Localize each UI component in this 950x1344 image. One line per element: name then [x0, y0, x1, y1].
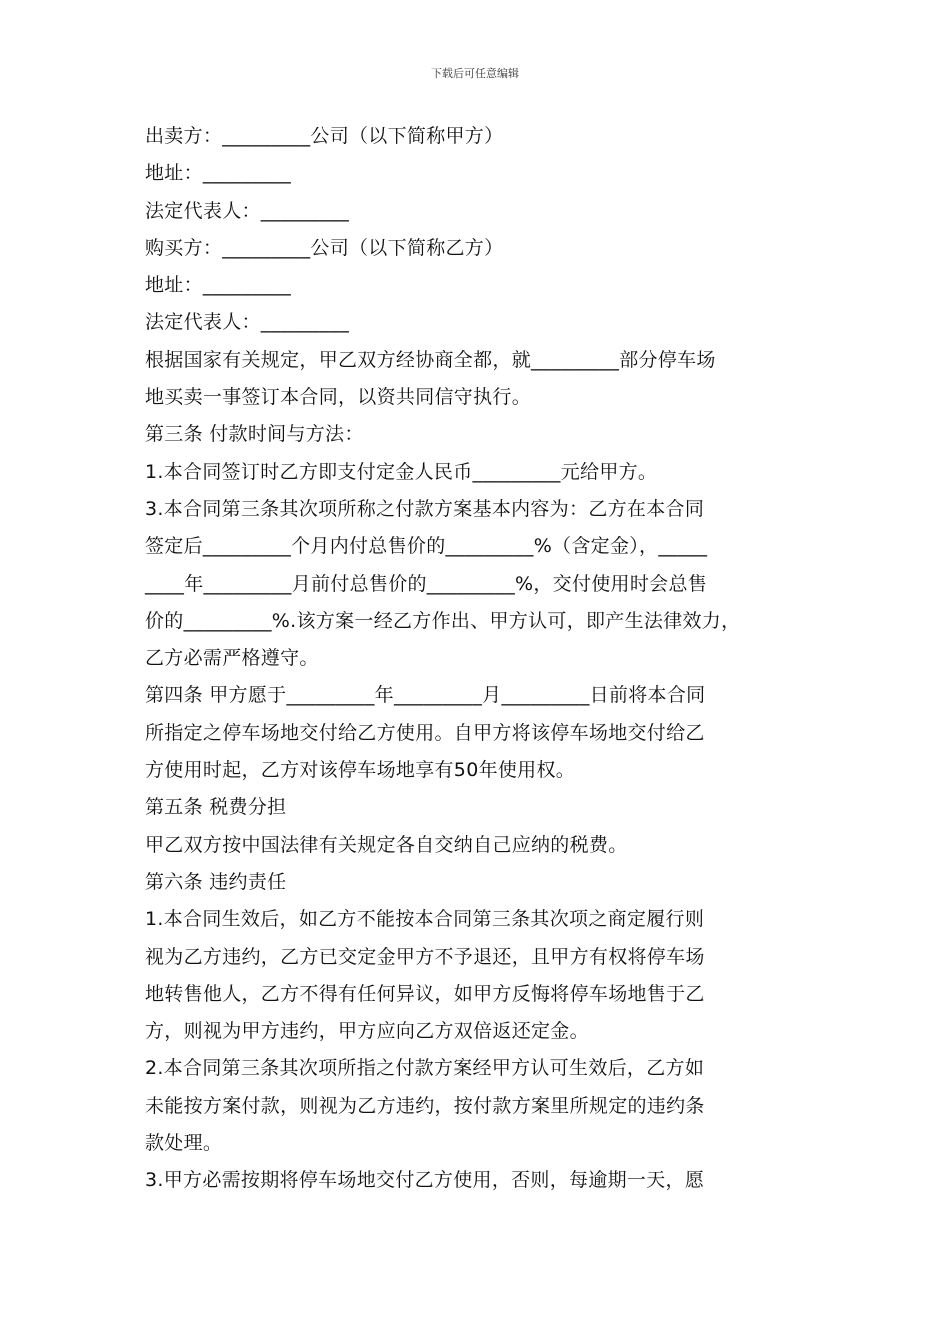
contract-line: ____年_________月前付总售价的_________%，交付使用时会总售 [145, 572, 708, 595]
contract-line: 视为乙方违约，乙方已交定金甲方不予退还，且甲方有权将停车场 [145, 945, 705, 968]
contract-line: 法定代表人：_________ [145, 199, 350, 222]
contract-line: 未能按方案付款，则视为乙方违约，按付款方案里所规定的违约条 [145, 1094, 705, 1117]
contract-line: 乙方必需严格遵守。 [145, 647, 319, 670]
contract-line: 第三条 付款时间与方法： [145, 423, 364, 446]
contract-line: 2.本合同第三条其次项所指之付款方案经甲方认可生效后，乙方如 [145, 1057, 705, 1080]
contract-line: 3.本合同第三条其次项所称之付款方案基本内容为：乙方在本合同 [145, 497, 705, 520]
contract-line: 甲乙双方按中国法律有关规定各自交纳自己应纳的税费。 [145, 833, 628, 856]
contract-line: 方，则视为甲方违约，甲方应向乙方双倍返还定金。 [145, 1020, 589, 1043]
contract-line: 法定代表人：_________ [145, 311, 350, 334]
contract-line: 地址：_________ [145, 274, 292, 297]
contract-line: 款处理。 [145, 1132, 223, 1155]
contract-line: 方使用时起，乙方对该停车场地享有50年使用权。 [145, 759, 576, 782]
contract-line: 地转售他人，乙方不得有任何异议，如甲方反悔将停车场地售于乙 [145, 982, 705, 1005]
contract-line: 根据国家有关规定，甲乙双方经协商全都，就_________部分停车场 [145, 348, 716, 371]
contract-line: 签定后_________个月内付总售价的_________%（含定金），_____ [145, 535, 708, 558]
contract-line: 地买卖一事签订本合同，以资共同信守执行。 [145, 386, 532, 409]
contract-line: 3.甲方必需按期将停车场地交付乙方使用，否则，每逾期一天，愿 [145, 1169, 705, 1192]
contract-line: 价的_________%.该方案一经乙方作出、甲方认可，即产生法律效力， [145, 609, 741, 632]
contract-body [145, 118, 815, 1200]
contract-line: 出卖方：_________公司（以下简称甲方） [145, 125, 504, 147]
contract-line: 所指定之停车场地交付给乙方使用。自甲方将该停车场地交付给乙 [145, 721, 705, 744]
contract-line: 1.本合同签订时乙方即支付定金人民币_________元给甲方。 [145, 460, 658, 483]
contract-line: 购买方：_________公司（以下简称乙方） [145, 236, 504, 259]
contract-line: 1.本合同生效后，如乙方不能按本合同第三条其次项之商定履行则 [145, 908, 705, 931]
contract-line: 第六条 违约责任 [145, 870, 287, 893]
contract-line: 第四条 甲方愿于_________年_________月_________日前将本合同 [145, 684, 706, 707]
page-header: 下载后可任意编辑 [431, 67, 519, 80]
contract-line: 第五条 税费分担 [145, 796, 287, 819]
contract-line: 地址：_________ [145, 162, 292, 185]
